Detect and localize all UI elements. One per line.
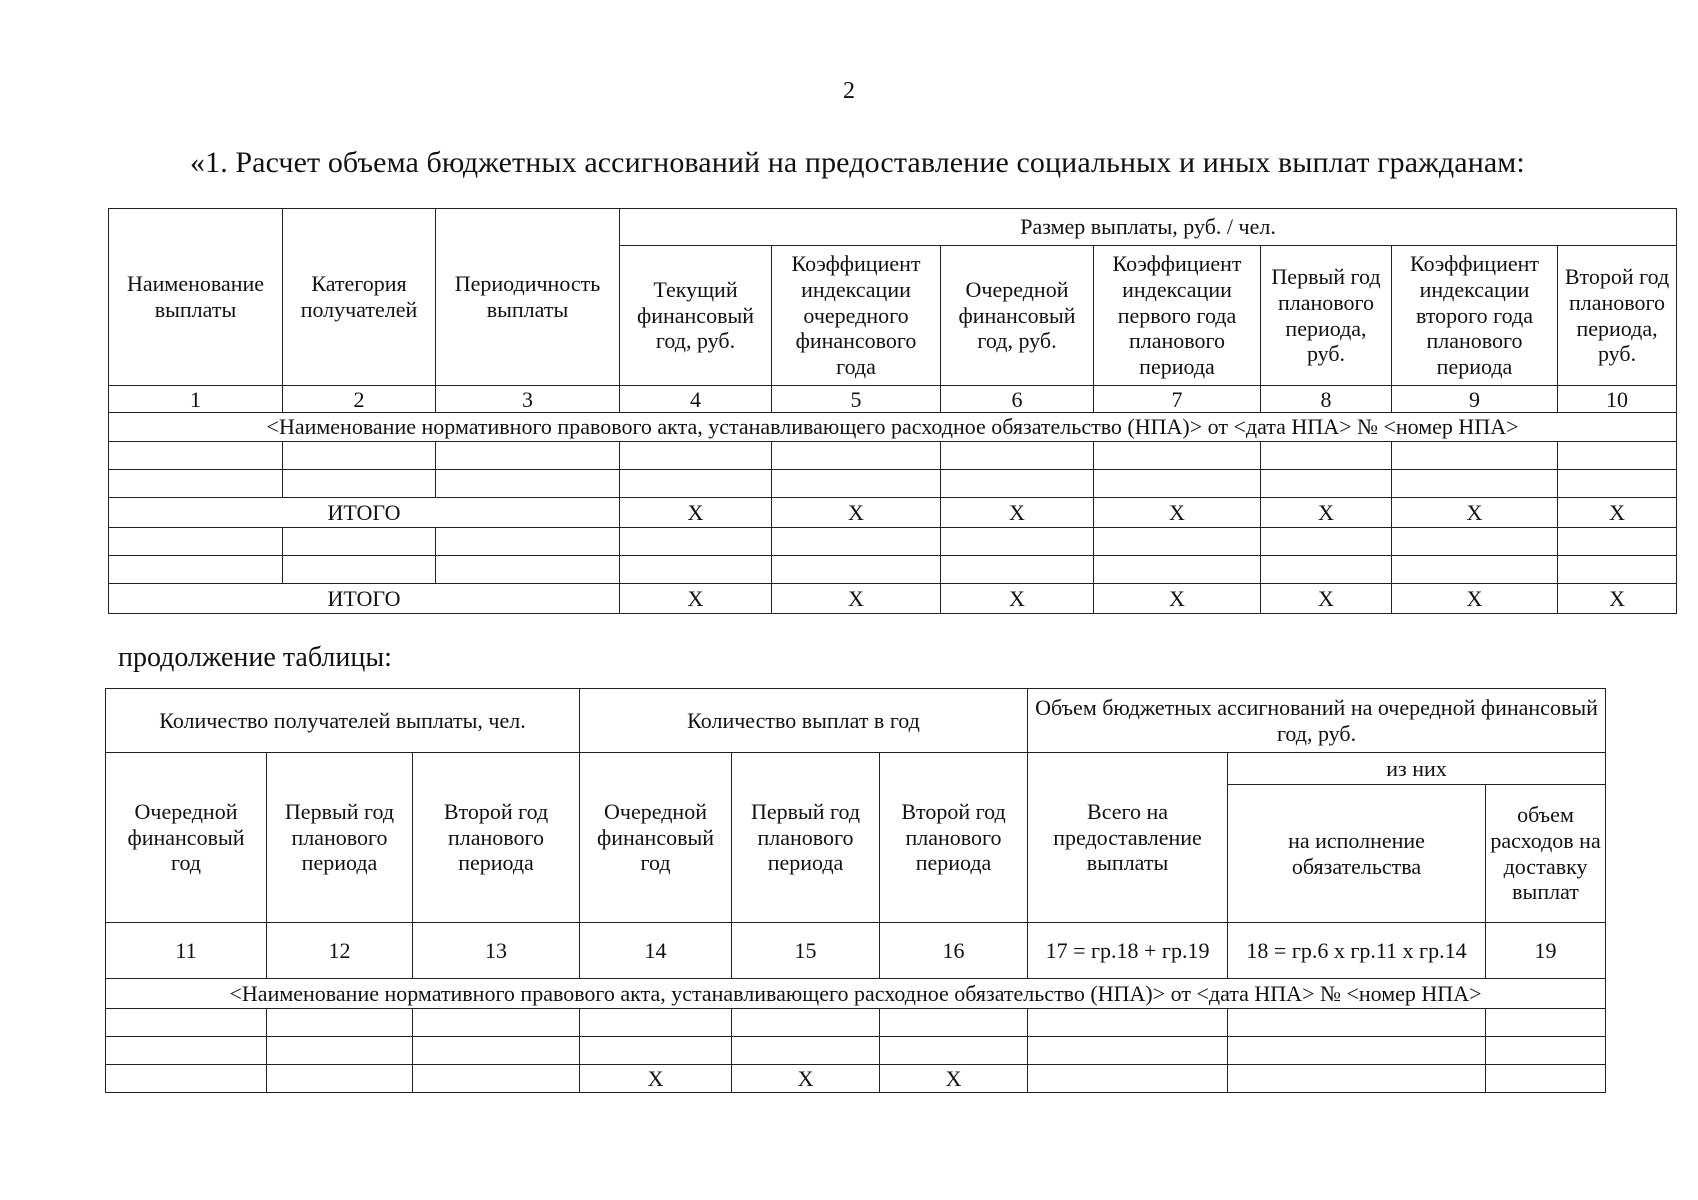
total-label: ИТОГО (109, 584, 620, 614)
x-mark: Х (1392, 584, 1558, 614)
x-mark: Х (772, 498, 941, 528)
payments-calculation-table (108, 208, 1677, 614)
table-row (109, 442, 1677, 470)
column-number: 17 = гр.18 + гр.19 (1028, 923, 1228, 979)
header-recipients-second-plan-year: Второй год планового периода (413, 753, 580, 923)
header-budget-volume-group: Объем бюджетных ассигнований на очередной финансовый год, руб. (1028, 689, 1606, 753)
column-number: 18 = гр.6 х гр.11 х гр.14 (1228, 923, 1486, 979)
header-first-plan-year: Первый год планового периода, руб. (1261, 246, 1392, 386)
page-number: 2 (843, 78, 855, 104)
header-index-next-year: Коэффициент индексации очередного финансового года (772, 246, 941, 386)
header-payments-per-year-group: Количество выплат в год (580, 689, 1028, 753)
x-mark: Х (1094, 498, 1261, 528)
column-number: 4 (620, 386, 772, 413)
column-numbers-row (106, 923, 1606, 979)
x-mark: Х (1392, 498, 1558, 528)
x-mark: Х (1261, 498, 1392, 528)
column-number: 10 (1558, 386, 1677, 413)
table-row (106, 1065, 1606, 1093)
header-payments-next-year: Очередной финансовый год (580, 753, 732, 923)
npa-row: <Наименование нормативного правового акта, устанавливающего расходное обязательство (НПА)> от <дата НПА> № <номер НПА> (106, 979, 1606, 1009)
header-payments-first-plan-year: Первый год планового периода (732, 753, 880, 923)
header-current-year: Текущий финансовый год, руб. (620, 246, 772, 386)
column-number: 7 (1094, 386, 1261, 413)
column-number: 3 (436, 386, 620, 413)
header-payment-periodicity: Периодичность выплаты (436, 209, 620, 386)
document-title: «1. Расчет объема бюджетных ассигнований на предоставление социальных и иных выплат гражданам: (190, 146, 1525, 179)
column-numbers-row (109, 386, 1677, 413)
npa-row: <Наименование нормативного правового акта, устанавливающего расходное обязательство (НПА)> от <дата НПА> № <номер НПА> (109, 413, 1677, 442)
column-number: 13 (413, 923, 580, 979)
x-mark: Х (1094, 584, 1261, 614)
header-recipient-category: Категория получателей (283, 209, 436, 386)
header-payments-second-plan-year: Второй год планового периода (880, 753, 1028, 923)
header-payment-size-group: Размер выплаты, руб. / чел. (620, 209, 1677, 246)
column-number: 15 (732, 923, 880, 979)
table-row (106, 1009, 1606, 1037)
header-next-year: Очередной финансовый год, руб. (941, 246, 1094, 386)
continuation-label: продолжение таблицы: (118, 642, 392, 673)
total-label: ИТОГО (109, 498, 620, 528)
header-of-them: из них (1228, 753, 1606, 785)
x-mark: Х (772, 584, 941, 614)
table-row (109, 556, 1677, 584)
table-row (109, 470, 1677, 498)
column-number: 1 (109, 386, 283, 413)
header-total-payment: Всего на предоставление выплаты (1028, 753, 1228, 923)
header-obligation-execution: на исполнение обязательства (1228, 785, 1486, 923)
table-row (106, 1037, 1606, 1065)
x-mark: Х (1558, 498, 1677, 528)
x-mark: Х (580, 1065, 732, 1093)
column-number: 11 (106, 923, 267, 979)
header-index-second-plan-year: Коэффициент индексации второго года планового периода (1392, 246, 1558, 386)
x-mark: Х (732, 1065, 880, 1093)
x-mark: Х (620, 584, 772, 614)
total-row (109, 584, 1677, 614)
x-mark: Х (941, 584, 1094, 614)
header-second-plan-year: Второй год планового периода, руб. (1558, 246, 1677, 386)
x-mark: Х (1261, 584, 1392, 614)
x-mark: Х (880, 1065, 1028, 1093)
header-index-first-plan-year: Коэффициент индексации первого года планового периода (1094, 246, 1261, 386)
column-number: 14 (580, 923, 732, 979)
table-row (109, 528, 1677, 556)
header-recipients-first-plan-year: Первый год планового периода (267, 753, 413, 923)
header-payment-name: Наименование выплаты (109, 209, 283, 386)
header-recipients-count-group: Количество получателей выплаты, чел. (106, 689, 580, 753)
x-mark: Х (620, 498, 772, 528)
header-delivery-expenses: объем расходов на доставку выплат (1486, 785, 1606, 923)
column-number: 8 (1261, 386, 1392, 413)
total-row (109, 498, 1677, 528)
x-mark: Х (941, 498, 1094, 528)
column-number: 12 (267, 923, 413, 979)
column-number: 16 (880, 923, 1028, 979)
column-number: 5 (772, 386, 941, 413)
column-number: 19 (1486, 923, 1606, 979)
column-number: 6 (941, 386, 1094, 413)
payments-continuation-table (105, 688, 1606, 1093)
x-mark: Х (1558, 584, 1677, 614)
header-recipients-next-year: Очередной финансовый год (106, 753, 267, 923)
column-number: 2 (283, 386, 436, 413)
column-number: 9 (1392, 386, 1558, 413)
